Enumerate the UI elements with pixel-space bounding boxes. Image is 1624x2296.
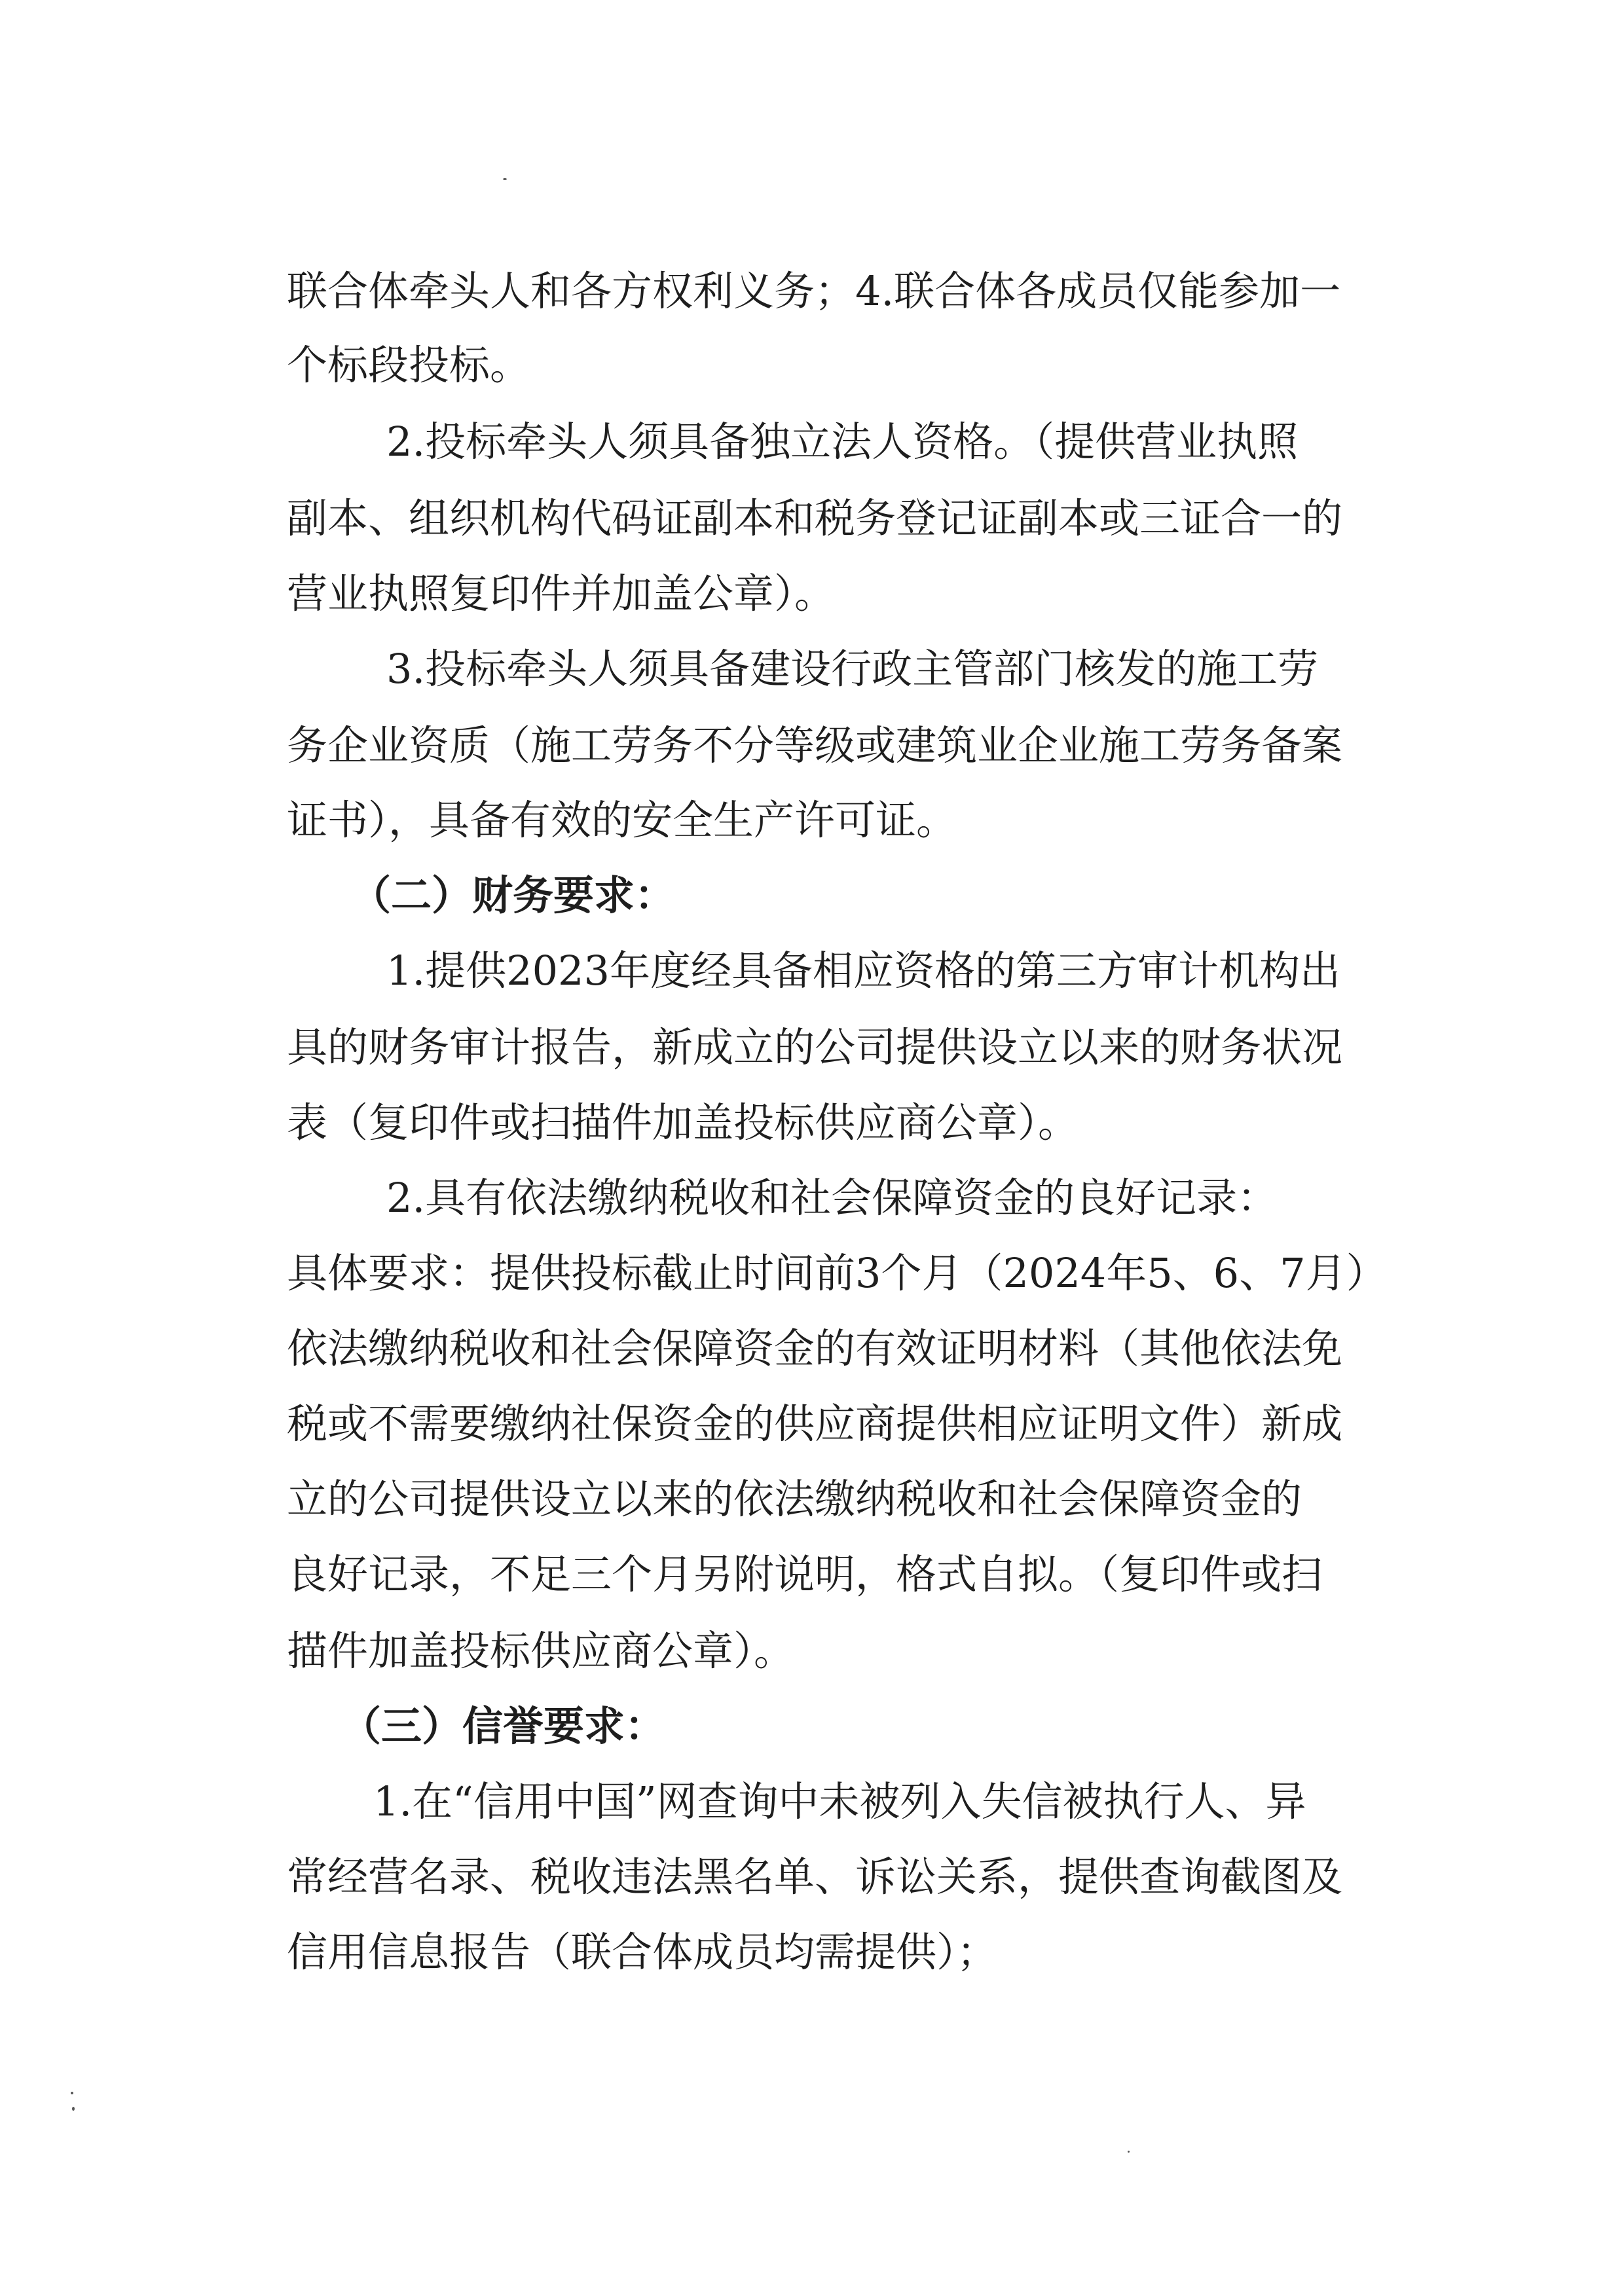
body-line-10: 1.提供2023年度经具备相应资格的第三方审计机构出 bbox=[386, 947, 1340, 994]
body-line-13: 2.具有依法缴纳税收和社会保障资金的良好记录： bbox=[386, 1174, 1278, 1222]
scan-speck bbox=[503, 178, 507, 180]
body-line-6: 3.投标牵头人须具备建设行政主管部门核发的施工劳 bbox=[386, 645, 1319, 693]
body-line-2: 个标段投标。 bbox=[287, 341, 531, 389]
scan-speck bbox=[72, 2107, 75, 2111]
body-line-17: 立的公司提供设立以来的依法缴纳税收和社会保障资金的 bbox=[287, 1475, 1302, 1523]
body-line-15: 依法缴纳税收和社会保障资金的有效证明材料（其他依法免 bbox=[287, 1324, 1343, 1372]
body-line-11: 具的财务审计报告，新成立的公司提供设立以来的财务状况 bbox=[287, 1023, 1343, 1071]
body-line-21: 1.在“信用中国”网查询中未被列入失信被执行人、异 bbox=[373, 1777, 1306, 1825]
section-heading-credit: （三）信誉要求： bbox=[341, 1702, 666, 1750]
body-line-4: 副本、组织机构代码证副本和税务登记证副本或三证合一的 bbox=[287, 494, 1343, 542]
body-line-12: 表（复印件或扫描件加盖投标供应商公章）。 bbox=[287, 1099, 1079, 1146]
body-line-5: 营业执照复印件并加盖公章）。 bbox=[287, 570, 836, 617]
body-line-22: 常经营名录、税收违法黑名单、诉讼关系，提供查询截图及 bbox=[287, 1853, 1343, 1901]
scan-speck bbox=[71, 2092, 73, 2094]
body-line-7: 务企业资质（施工劳务不分等级或建筑业企业施工劳务备案 bbox=[287, 721, 1343, 769]
body-line-14: 具体要求：提供投标截止时间前3个月（2024年5、6、7月） bbox=[287, 1249, 1387, 1297]
section-heading-finance: （二）财务要求： bbox=[350, 871, 676, 919]
body-line-1: 联合体牵头人和各方权利义务；4.联合体各成员仅能参加一 bbox=[287, 267, 1341, 315]
scan-speck bbox=[1128, 2151, 1130, 2153]
body-line-23: 信用信息报告（联合体成员均需提供）； bbox=[287, 1928, 998, 1976]
body-line-19: 描件加盖投标供应商公章）。 bbox=[287, 1627, 795, 1675]
body-line-18: 良好记录，不足三个月另附说明，格式自拟。（复印件或扫 bbox=[287, 1550, 1323, 1598]
body-line-3: 2.投标牵头人须具备独立法人资格。（提供营业执照 bbox=[386, 418, 1299, 465]
body-line-16: 税或不需要缴纳社保资金的供应商提供相应证明文件）新成 bbox=[287, 1400, 1343, 1448]
body-line-8: 证书），具备有效的安全生产许可证。 bbox=[287, 796, 957, 844]
